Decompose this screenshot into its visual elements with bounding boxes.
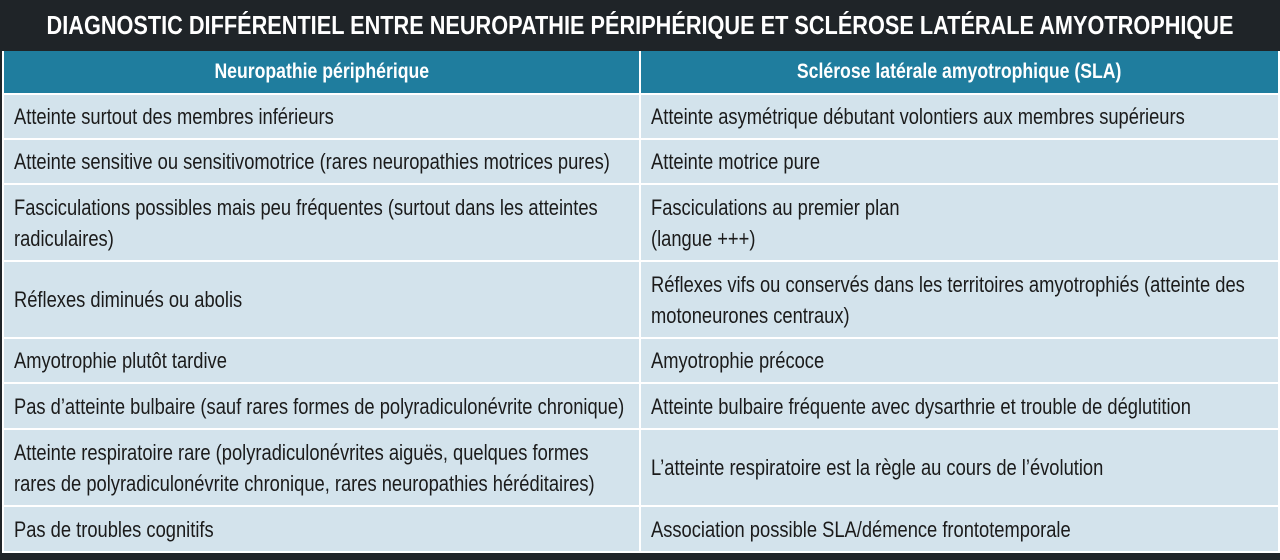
table-cell (3, 383, 640, 429)
table-cell (3, 94, 640, 139)
cell-text: Association possible SLA/démence frontotemporale (651, 516, 1071, 542)
column-header-neuropathy (3, 51, 640, 94)
cell-text: Atteinte respiratoire rare (polyradiculonévrites aiguës, quelques formes rares de polyradiculonévrite chronique, rares neuropathies héréditaires) (14, 439, 595, 496)
cell-text: Atteinte motrice pure (651, 149, 821, 174)
column-header-als (640, 51, 1279, 94)
table-cell (3, 338, 640, 383)
table-row (3, 94, 1279, 139)
table-cell (640, 429, 1279, 506)
table-cell (640, 139, 1279, 184)
cell-text: Amyotrophie plutôt tardive (14, 348, 227, 373)
table-cell (3, 261, 640, 338)
table-row (3, 429, 1279, 506)
cell-text: L’atteinte respiratoire est la règle au cours de l’évolution (651, 455, 1104, 480)
cell-text: Amyotrophie précoce (651, 348, 825, 373)
comparison-table (2, 51, 1280, 553)
table-cell (3, 429, 640, 506)
cell-text: Réflexes vifs ou conservés dans les territoires amyotrophiés (atteinte des motoneurones centraux) (651, 271, 1245, 328)
table-cell (3, 506, 640, 552)
cell-text: Pas de troubles cognitifs (14, 516, 214, 542)
table-row (3, 338, 1279, 383)
cell-text: Fasciculations possibles mais peu fréquentes (surtout dans les atteintes radiculaires) (14, 194, 598, 251)
table-cell (640, 261, 1279, 338)
table-cell (3, 184, 640, 261)
cell-text: Pas d’atteinte bulbaire (sauf rares formes de polyradiculonévrite chronique) (14, 393, 625, 419)
table-header-row (3, 51, 1279, 94)
cell-text: Atteinte surtout des membres inférieurs (14, 104, 334, 129)
table-row (3, 184, 1279, 261)
table-row (3, 383, 1279, 429)
table-cell (640, 184, 1279, 261)
column-header-label: Neuropathie périphérique (214, 60, 429, 83)
column-header-label: Sclérose latérale amyotrophique (SLA) (797, 60, 1122, 83)
cell-text: Réflexes diminués ou abolis (14, 287, 243, 312)
cell-text: Atteinte asymétrique débutant volontiers aux membres supérieurs (651, 104, 1185, 129)
table-cell (640, 506, 1279, 552)
page-title: DIAGNOSTIC DIFFÉRENTIEL ENTRE NEUROPATHIE PÉRIPHÉRIQUE ET SCLÉROSE LATÉRALE AMYOTROPHIQUE (46, 10, 1234, 40)
cell-text: Atteinte sensitive ou sensitivomotrice (rares neuropathies motrices pures) (14, 149, 610, 174)
cell-text: Fasciculations au premier plan (langue +++) (651, 194, 900, 251)
table-row (3, 139, 1279, 184)
table-row (3, 506, 1279, 552)
table-cell (640, 338, 1279, 383)
table-row (3, 261, 1279, 338)
cell-text: Atteinte bulbaire fréquente avec dysarthrie et trouble de déglutition (651, 393, 1191, 419)
table-cell (640, 383, 1279, 429)
table-cell (3, 139, 640, 184)
table-cell (640, 94, 1279, 139)
